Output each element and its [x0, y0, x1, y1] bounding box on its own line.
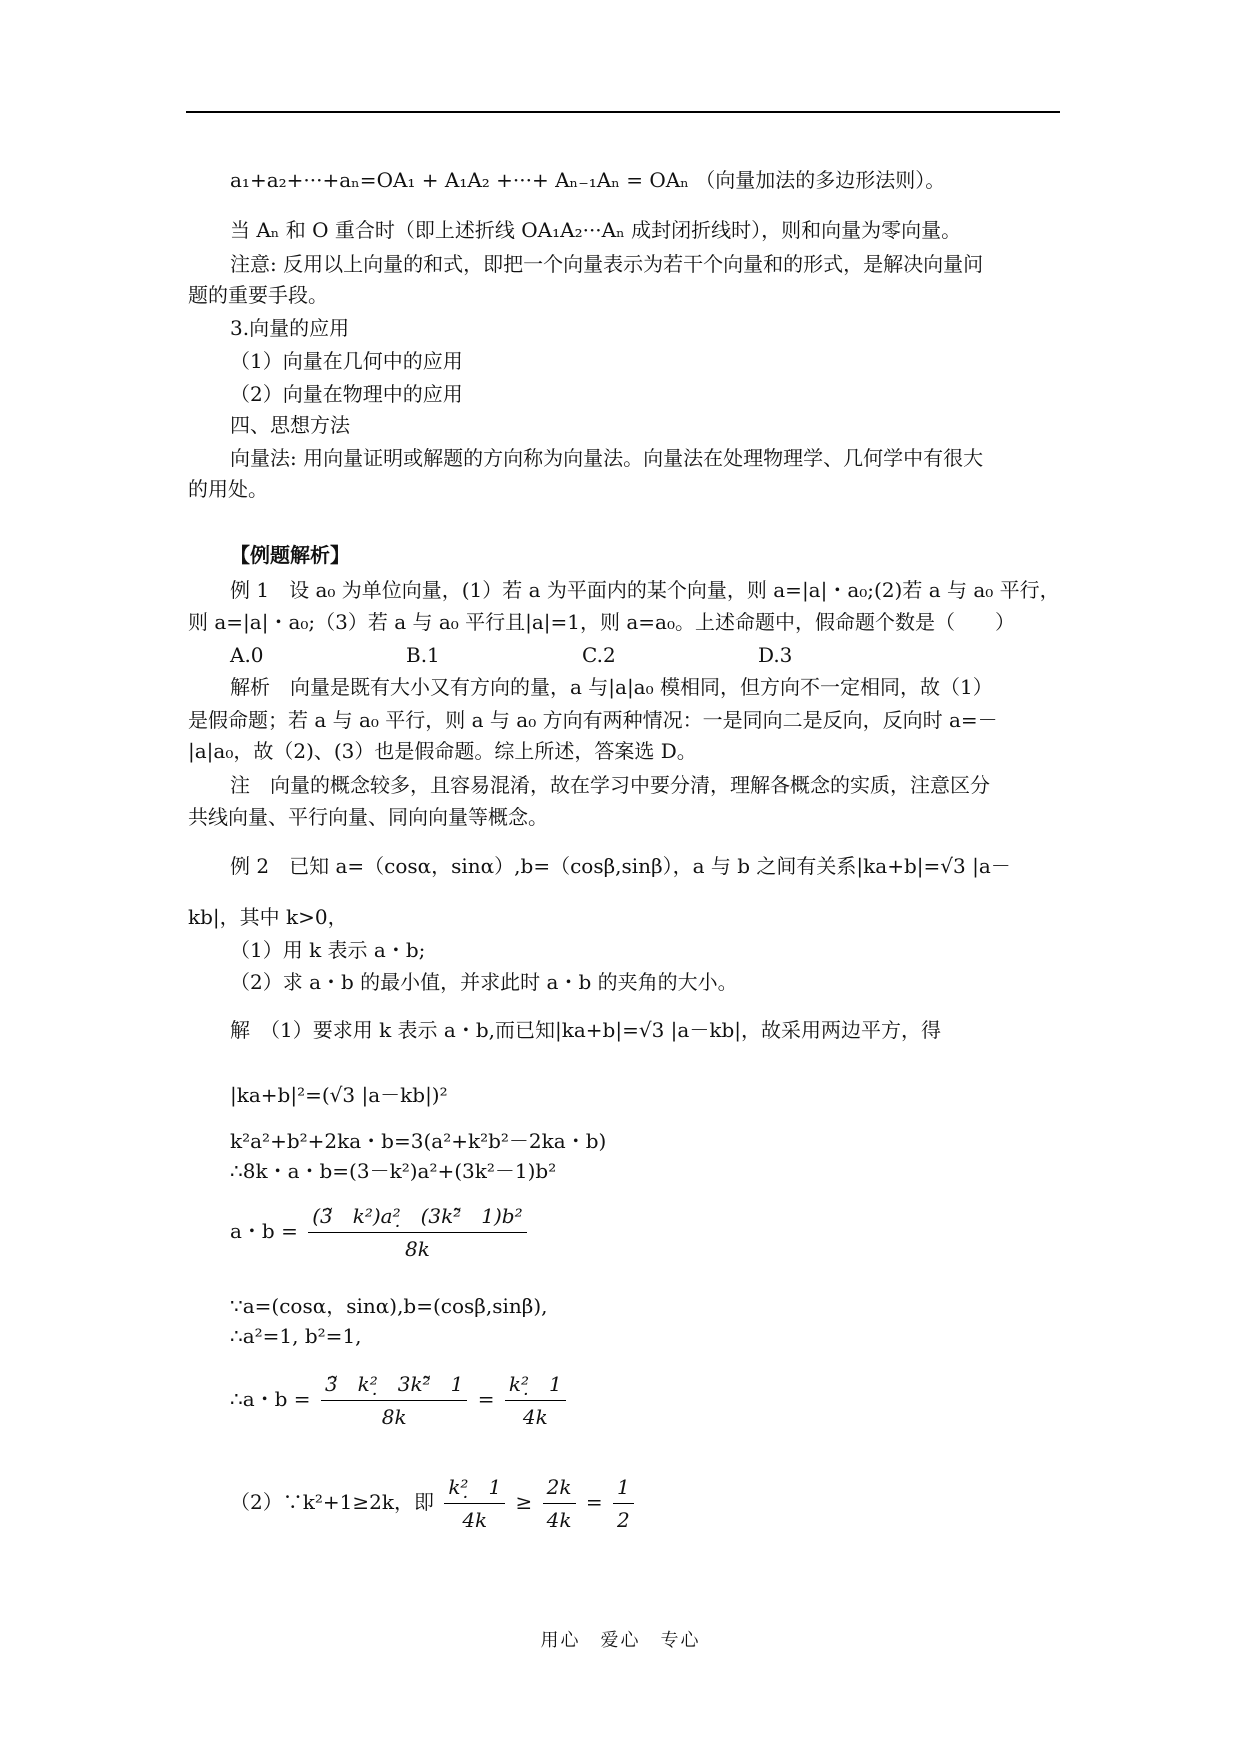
- option-a: A.0: [230, 643, 264, 667]
- option-b: B.1: [406, 643, 440, 667]
- solution-eq-5: ∵a=(cosα，sinα),b=(cosβ,sinβ),: [230, 1294, 548, 1318]
- eq7-denominator-2: 4k: [522, 1405, 548, 1429]
- eq7-numerator-2: k²̣ 1: [505, 1370, 566, 1401]
- vector-method-line-1: 向量法: 用向量证明或解题的方向称为向量法。向量法在处理物理学、几何学中有很大: [230, 446, 984, 470]
- eq7-equals: =: [477, 1387, 495, 1411]
- solution-eq-4: [230, 1202, 531, 1263]
- note-line-1: 注意: 反用以上向量的和式，即把一个向量表示为若干个向量和的形式，是解决向量问: [230, 252, 984, 276]
- part2-numerator-3: 1: [613, 1473, 634, 1504]
- part2-numerator-2: 2k: [543, 1473, 576, 1504]
- solution-part2: [230, 1473, 638, 1534]
- remark-line-1: 注 向量的概念较多，且容易混淆，故在学习中要分清，理解各概念的实质，注意区分: [230, 773, 990, 797]
- eq4-fraction: [308, 1202, 526, 1263]
- example2-line-2: kb|，其中 k>0，: [188, 905, 348, 929]
- part2-fraction-3: [613, 1473, 634, 1534]
- eq7-denominator-1: 8k: [381, 1405, 407, 1429]
- examples-heading: 【例题解析】: [230, 543, 350, 567]
- part2-left: （2）∵k²+1≥2k，即: [230, 1490, 434, 1514]
- vector-sum-formula: a₁+a₂+···+aₙ=OA₁ + A₁A₂ +···+ Aₙ₋₁Aₙ = OAₙ （向量加法的多边形法则）。: [230, 168, 946, 192]
- analysis-line-3: |a|a₀，故（2)、(3）也是假命题。综上所述，答案选 D。: [188, 739, 697, 763]
- eq7-numerator-1: 3̃ k²̣ 3k²̃ 1: [321, 1370, 467, 1401]
- analysis-line-2: 是假命题；若 a 与 a₀ 平行，则 a 与 a₀ 方向有两种情况：一是同向二是反向，反向时 a=－: [188, 708, 998, 732]
- application-geometry: （1）向量在几何中的应用: [230, 349, 463, 373]
- application-physics: （2）向量在物理中的应用: [230, 382, 463, 406]
- eq7-fraction-1: [321, 1370, 467, 1431]
- solution-eq-3: ∴8k・a・b=(3－k²)a²+(3k²－1)b²: [230, 1159, 557, 1183]
- solution-line-1: 解 （1）要求用 k 表示 a・b,而已知|ka+b|=√3 |a－kb|，故采用两边平方，得: [230, 1018, 941, 1042]
- part2-equals: =: [585, 1490, 603, 1514]
- solution-eq-2: k²a²+b²+2ka・b=3(a²+k²b²－2ka・b): [230, 1129, 607, 1153]
- note-line-2: 题的重要手段。: [188, 283, 328, 307]
- example2-part1: （1）用 k 表示 a・b;: [230, 938, 426, 962]
- example2-part2: （2）求 a・b 的最小值，并求此时 a・b 的夹角的大小。: [230, 970, 738, 994]
- remark-line-2: 共线向量、平行向量、同向向量等概念。: [188, 805, 548, 829]
- example1-line-1: 例 1 设 a₀ 为单位向量，(1）若 a 为平面内的某个向量，则 a=|a|・a₀;(2)若 a 与 a₀ 平行，: [230, 578, 1060, 602]
- part2-denominator-1: 4k: [462, 1508, 488, 1532]
- option-d: D.3: [758, 643, 793, 667]
- part2-ge: ≥: [515, 1490, 533, 1514]
- part2-denominator-3: 2: [617, 1508, 630, 1532]
- vector-method-line-2: 的用处。: [188, 477, 268, 501]
- eq4-denominator: 8k: [404, 1237, 430, 1261]
- header-rule: [186, 111, 1060, 113]
- option-c: C.2: [582, 643, 616, 667]
- eq4-numerator: (3̃ k²)a²̣ (3k²̃ 1)b²: [308, 1202, 526, 1233]
- solution-eq-7: [230, 1370, 570, 1431]
- part2-fraction-2: [543, 1473, 576, 1534]
- eq7-left: ∴a・b =: [230, 1387, 311, 1411]
- analysis-line-1: 解析 向量是既有大小又有方向的量，a 与|a|a₀ 模相同，但方向不一定相同，故（1）: [230, 675, 993, 699]
- solution-eq-6: ∴a²=1, b²=1,: [230, 1324, 362, 1348]
- solution-eq-1: |ka+b|²=(√3 |a－kb|)²: [230, 1083, 448, 1107]
- closed-polyline-note: 当 Aₙ 和 O 重合时（即上述折线 OA₁A₂···Aₙ 成封闭折线时），则和向量为零向量。: [230, 218, 962, 242]
- eq4-left: a・b =: [230, 1219, 298, 1243]
- part2-numerator-1: k²̣ 1: [444, 1473, 505, 1504]
- section-heading-methods: 四、思想方法: [230, 413, 350, 437]
- part2-fraction-1: [444, 1473, 505, 1534]
- example1-line-2: 则 a=|a|・a₀;（3）若 a 与 a₀ 平行且|a|=1，则 a=a₀。上述命题中，假命题个数是（ ）: [188, 610, 1016, 634]
- example2-line-1: 例 2 已知 a=（cosα，sinα）,b=（cosβ,sinβ），a 与 b 之间有关系|ka+b|=√3 |a－: [230, 854, 1011, 878]
- page-footer: 用心 爱心 专心: [540, 1630, 701, 1651]
- section-heading-applications: 3.向量的应用: [230, 316, 350, 340]
- eq7-fraction-2: [505, 1370, 566, 1431]
- part2-denominator-2: 4k: [546, 1508, 572, 1532]
